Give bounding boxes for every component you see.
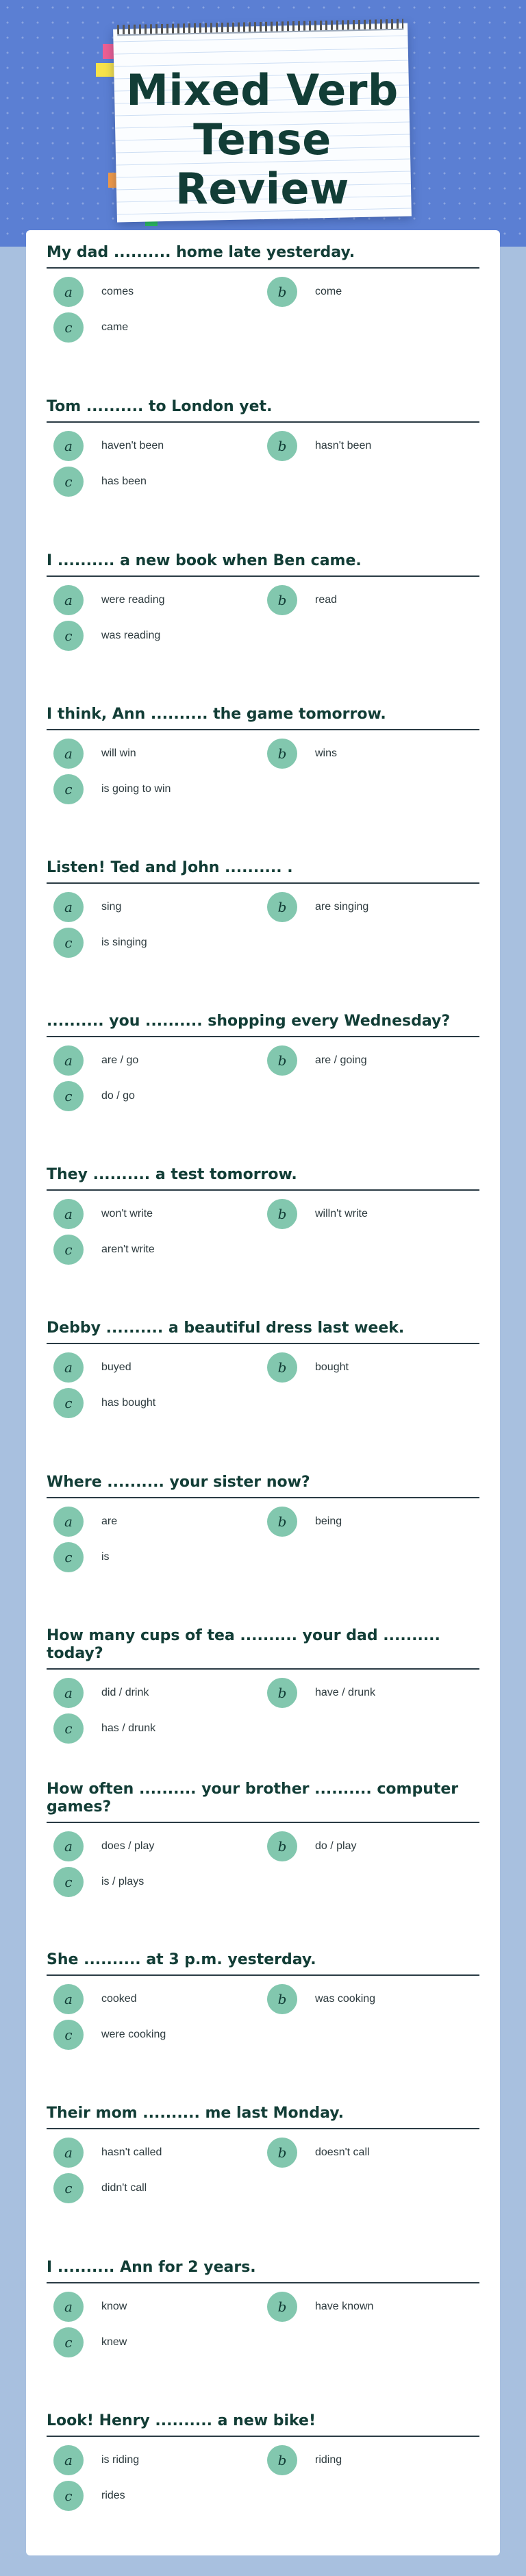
answer-option[interactable]: [53, 586, 165, 614]
option-label: know: [101, 2301, 127, 2312]
question-text: How many cups of tea .......... your dad .......... today?: [47, 1627, 479, 1670]
option-letter-badge: c: [53, 2173, 84, 2203]
option-label: has bought: [101, 1397, 156, 1409]
option-label: come: [315, 286, 342, 297]
answer-option[interactable]: [53, 776, 171, 803]
answer-option[interactable]: [267, 1985, 375, 2013]
answer-option[interactable]: [53, 2293, 127, 2320]
answer-option[interactable]: [53, 2329, 127, 2356]
answer-option[interactable]: [53, 740, 136, 767]
answer-option[interactable]: [53, 1236, 155, 1263]
option-letter-badge: c: [53, 2020, 84, 2050]
option-letter-badge: c: [53, 2327, 84, 2357]
option-label: is going to win: [101, 783, 171, 795]
question-text: I think, Ann .......... the game tomorrow.: [47, 706, 479, 730]
answer-options: [47, 1679, 479, 1750]
option-label: were reading: [101, 594, 165, 606]
question-block: [47, 859, 479, 965]
option-label: did / drink: [101, 1687, 149, 1698]
option-label: came: [101, 321, 129, 333]
option-letter-badge: c: [53, 1081, 84, 1111]
answer-option[interactable]: [53, 2175, 147, 2202]
question-text: I .......... Ann for 2 years.: [47, 2259, 479, 2283]
option-letter-badge: c: [53, 467, 84, 497]
answer-options: [47, 2447, 479, 2518]
answer-option[interactable]: [53, 314, 128, 341]
answer-option[interactable]: [53, 1200, 153, 1228]
option-label: were cooking: [101, 2029, 166, 2040]
answer-option[interactable]: [267, 1047, 367, 1074]
option-letter-badge: a: [53, 1507, 84, 1537]
spiral-binding-icon: [117, 19, 403, 36]
question-block: [47, 2105, 479, 2210]
option-label: has been: [101, 475, 147, 487]
question-text: My dad .......... home late yesterday.: [47, 244, 479, 269]
answer-option[interactable]: [267, 1200, 368, 1228]
question-block: [47, 398, 479, 504]
question-block: [47, 244, 479, 349]
option-letter-badge: b: [267, 2445, 297, 2475]
option-letter-badge: b: [267, 2292, 297, 2322]
answer-options: [47, 1047, 479, 1118]
answer-option[interactable]: [267, 1679, 375, 1707]
option-letter-badge: c: [53, 1713, 84, 1744]
option-label: riding: [315, 2454, 342, 2466]
option-letter-badge: a: [53, 1045, 84, 1076]
answer-options: [47, 2139, 479, 2210]
answer-option[interactable]: [267, 278, 342, 306]
option-letter-badge: b: [267, 1678, 297, 1708]
option-letter-badge: c: [53, 1542, 84, 1572]
option-label: knew: [101, 2336, 127, 2348]
answer-options: [47, 278, 479, 349]
question-block: [47, 1474, 479, 1579]
option-letter-badge: b: [267, 739, 297, 769]
option-label: was cooking: [315, 1993, 376, 2005]
answer-options: [47, 1985, 479, 2057]
answer-options: [47, 2293, 479, 2364]
option-label: didn't call: [101, 2182, 147, 2194]
question-block: [47, 552, 479, 658]
answer-options: [47, 432, 479, 504]
page-title: Mixed Verb Tense Review: [126, 65, 399, 214]
option-letter-badge: b: [267, 1984, 297, 2014]
question-text: She .......... at 3 p.m. yesterday.: [47, 1951, 479, 1976]
option-label: hasn't called: [101, 2146, 162, 2158]
answer-option[interactable]: [53, 622, 160, 649]
answer-options: [47, 1354, 479, 1425]
option-label: was reading: [101, 630, 161, 641]
answer-option[interactable]: [53, 1389, 155, 1417]
option-label: buyed: [101, 1361, 132, 1373]
quiz-card: [26, 230, 500, 2555]
question-text: Their mom .......... me last Monday.: [47, 2105, 479, 2129]
question-block: [47, 1166, 479, 1272]
question-text: How often .......... your brother .......... computer games?: [47, 1781, 479, 1823]
answer-option[interactable]: [53, 468, 147, 495]
answer-option[interactable]: [53, 893, 121, 921]
question-text: They .......... a test tomorrow.: [47, 1166, 479, 1191]
answer-option[interactable]: [53, 1868, 144, 1896]
question-text: Debby .......... a beautiful dress last week.: [47, 1320, 479, 1344]
option-letter-badge: a: [53, 1199, 84, 1229]
option-letter-badge: a: [53, 2445, 84, 2475]
option-label: doesn't call: [315, 2146, 370, 2158]
option-label: won't write: [101, 1208, 153, 1219]
option-letter-badge: a: [53, 585, 84, 615]
option-letter-badge: a: [53, 1352, 84, 1383]
option-label: is riding: [101, 2454, 140, 2466]
answer-option[interactable]: [267, 2293, 373, 2320]
option-label: is / plays: [101, 1876, 145, 1887]
option-letter-badge: b: [267, 1352, 297, 1383]
option-letter-badge: b: [267, 1199, 297, 1229]
option-letter-badge: a: [53, 739, 84, 769]
answer-option[interactable]: [53, 1679, 149, 1707]
option-letter-badge: b: [267, 585, 297, 615]
option-letter-badge: b: [267, 1507, 297, 1537]
question-text: Tom .......... to London yet.: [47, 398, 479, 423]
option-letter-badge: b: [267, 1045, 297, 1076]
option-letter-badge: b: [267, 431, 297, 461]
option-letter-badge: a: [53, 277, 84, 307]
option-label: will win: [101, 747, 136, 759]
option-letter-badge: c: [53, 774, 84, 804]
answer-option[interactable]: [267, 740, 337, 767]
option-label: are / go: [101, 1054, 139, 1066]
option-label: wins: [315, 747, 338, 759]
answer-option[interactable]: [267, 432, 371, 460]
header-banner: [0, 0, 526, 247]
question-block: [47, 1013, 479, 1118]
option-letter-badge: a: [53, 892, 84, 922]
option-label: comes: [101, 286, 134, 297]
answer-option[interactable]: [267, 2139, 370, 2166]
question-block: [47, 2412, 479, 2518]
answer-option[interactable]: [53, 2482, 125, 2510]
answer-option[interactable]: [53, 1508, 117, 1535]
question-block: [47, 1781, 479, 1904]
option-label: is singing: [101, 937, 147, 948]
option-letter-badge: b: [267, 892, 297, 922]
answer-option[interactable]: [53, 2447, 139, 2474]
option-label: haven't been: [101, 440, 164, 451]
question-text: .......... you .......... shopping every Wednesday?: [47, 1013, 479, 1037]
option-label: being: [315, 1515, 342, 1527]
answer-option[interactable]: [267, 586, 337, 614]
option-letter-badge: c: [53, 312, 84, 343]
option-label: are / going: [315, 1054, 367, 1066]
option-letter-badge: a: [53, 2292, 84, 2322]
answer-option[interactable]: [53, 1082, 135, 1110]
answer-option[interactable]: [53, 1715, 155, 1742]
option-letter-badge: c: [53, 1388, 84, 1418]
option-letter-badge: a: [53, 1984, 84, 2014]
option-letter-badge: a: [53, 2138, 84, 2168]
answer-options: [47, 1833, 479, 1904]
question-block: [47, 706, 479, 811]
answer-option[interactable]: [53, 1047, 138, 1074]
option-letter-badge: c: [53, 1235, 84, 1265]
answer-option[interactable]: [53, 2139, 162, 2166]
question-block: [47, 1627, 479, 1750]
option-label: have / drunk: [315, 1687, 376, 1698]
option-letter-badge: a: [53, 1831, 84, 1861]
option-letter-badge: b: [267, 277, 297, 307]
option-letter-badge: c: [53, 2481, 84, 2511]
question-block: [47, 2259, 479, 2364]
option-label: aren't write: [101, 1243, 155, 1255]
answer-options: [47, 586, 479, 658]
option-label: hasn't been: [315, 440, 372, 451]
option-letter-badge: a: [53, 431, 84, 461]
answer-option[interactable]: [267, 893, 368, 921]
option-label: are: [101, 1515, 118, 1527]
question-block: [47, 1951, 479, 2057]
question-text: Look! Henry .......... a new bike!: [47, 2412, 479, 2437]
answer-option[interactable]: [267, 1508, 342, 1535]
answer-option[interactable]: [53, 278, 134, 306]
answer-option[interactable]: [267, 1833, 356, 1860]
answer-option[interactable]: [53, 1354, 132, 1381]
option-letter-badge: b: [267, 2138, 297, 2168]
option-label: do / play: [315, 1840, 357, 1852]
question-text: Where .......... your sister now?: [47, 1474, 479, 1498]
option-label: have known: [315, 2301, 374, 2312]
answer-option[interactable]: [53, 929, 147, 956]
question-text: I .......... a new book when Ben came.: [47, 552, 479, 577]
option-label: bought: [315, 1361, 349, 1373]
answer-options: [47, 893, 479, 965]
question-block: [47, 1320, 479, 1425]
option-letter-badge: c: [53, 928, 84, 958]
question-text: Listen! Ted and John .......... .: [47, 859, 479, 884]
option-label: willn't write: [315, 1208, 368, 1219]
option-label: is: [101, 1551, 110, 1563]
option-label: sing: [101, 901, 122, 913]
option-label: cooked: [101, 1993, 137, 2005]
option-letter-badge: a: [53, 1678, 84, 1708]
answer-option[interactable]: [53, 1544, 110, 1571]
option-label: rides: [101, 2490, 125, 2501]
answer-option[interactable]: [53, 1985, 137, 2013]
answer-options: [47, 740, 479, 811]
answer-option[interactable]: [53, 2021, 166, 2048]
option-letter-badge: b: [267, 1831, 297, 1861]
option-label: has / drunk: [101, 1722, 156, 1734]
answer-option[interactable]: [267, 1354, 349, 1381]
option-letter-badge: c: [53, 1867, 84, 1897]
answer-options: [47, 1200, 479, 1272]
option-label: read: [315, 594, 338, 606]
answer-option[interactable]: [267, 2447, 342, 2474]
option-label: does / play: [101, 1840, 155, 1852]
answer-options: [47, 1508, 479, 1579]
option-label: do / go: [101, 1090, 135, 1102]
option-label: are singing: [315, 901, 369, 913]
answer-option[interactable]: [53, 432, 164, 460]
option-letter-badge: c: [53, 621, 84, 651]
answer-option[interactable]: [53, 1833, 154, 1860]
